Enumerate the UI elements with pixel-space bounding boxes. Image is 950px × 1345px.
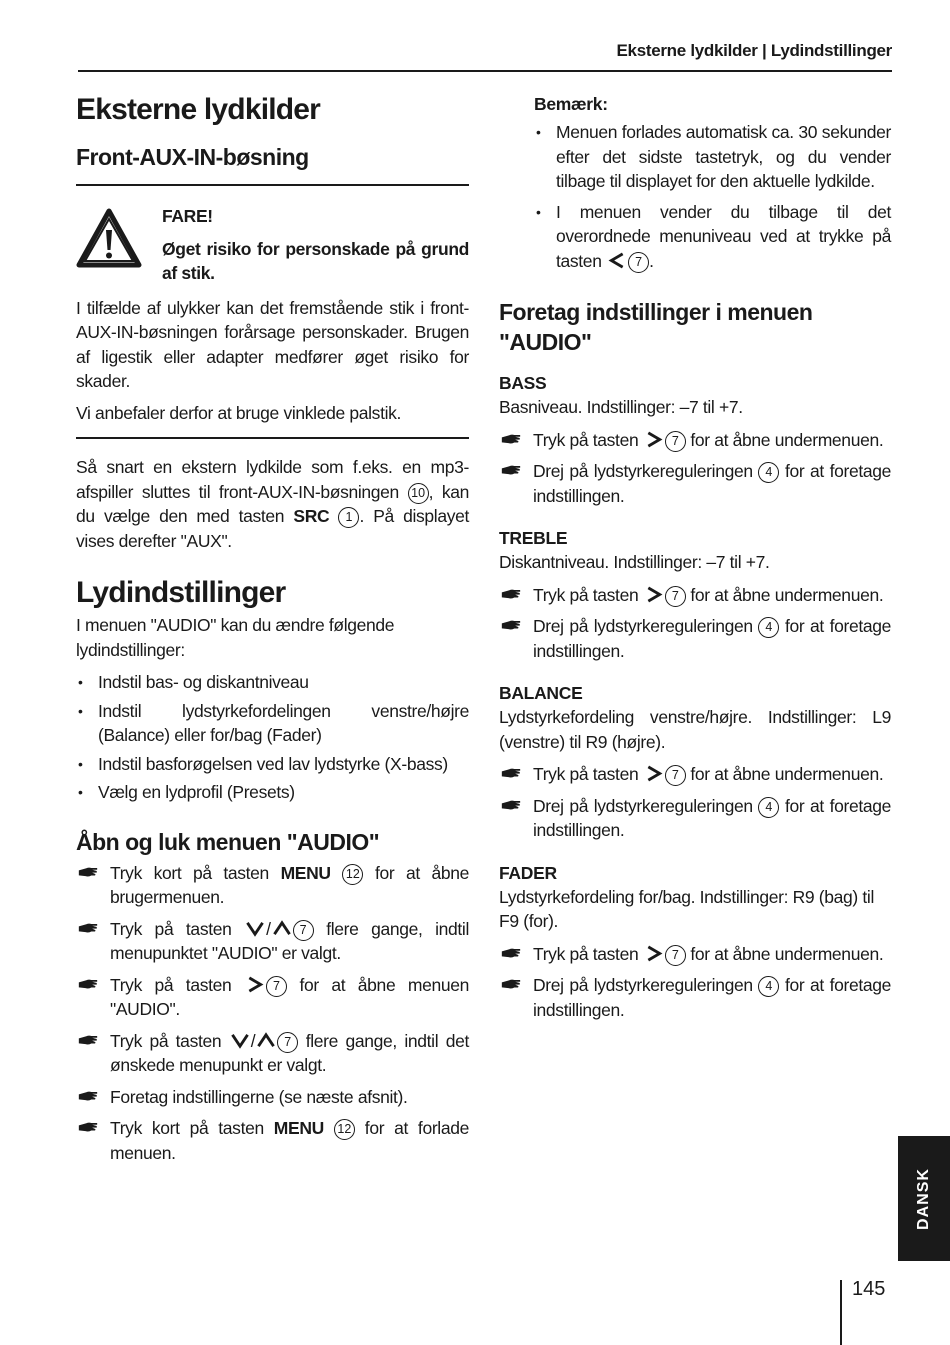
list-item: Tryk på tasten / 7 flere gange, indtil menupunktet "AUDIO" er valgt. <box>76 917 469 966</box>
key-number: 10 <box>408 483 429 504</box>
list-item: Tryk kort på tasten MENU 12 for at forlade menuen. <box>76 1116 469 1165</box>
treble-steps <box>499 583 891 664</box>
key-number: 7 <box>665 586 686 607</box>
list-item: Drej på lydstyrkereguleringen 4 for at foretage indstillingen. <box>499 794 891 843</box>
list-item: Tryk på tasten / 7 flere gange, indtil det ønskede menupunkt er valgt. <box>76 1029 469 1078</box>
chevron-down-icon <box>229 1032 251 1049</box>
heading-external-sources: Eksterne lydkilder <box>76 93 321 126</box>
pointing-hand-icon <box>78 1088 98 1104</box>
section-title-balance: BALANCE <box>499 683 583 703</box>
chevron-down-icon <box>244 920 266 937</box>
sound-options-list <box>76 670 469 805</box>
section-desc-treble: Diskantniveau. Indstillinger: –7 til +7. <box>499 552 770 572</box>
running-header <box>78 38 892 72</box>
list-item: Tryk på tasten 7 for at åbne undermenuen. <box>499 428 891 453</box>
language-tab-label: DANSK <box>915 1167 932 1230</box>
language-tab <box>898 1136 950 1261</box>
key-number: 4 <box>758 976 779 997</box>
bass-steps <box>499 428 891 509</box>
chevron-right-icon <box>643 765 665 782</box>
chevron-right-icon <box>643 431 665 448</box>
note-label: Bemærk: <box>534 94 608 114</box>
left-column <box>76 80 469 1172</box>
fader-steps <box>499 942 891 1023</box>
heading-make-settings: Foretag indstillinger i menuen "AUDIO" <box>499 299 813 355</box>
pointing-hand-icon <box>78 1119 98 1135</box>
list-item: • Menuen forlades automatisk ca. 30 sekunder efter det sidste tastetryk, og du vender tilbage til displayet for den aktuelle lydkilde. <box>534 120 891 194</box>
chevron-right-icon <box>643 945 665 962</box>
warning-text: Øget risiko for personskade på grund af stik. <box>162 238 469 283</box>
chevron-left-icon <box>606 252 628 269</box>
key-number: 7 <box>665 765 686 786</box>
key-number: 7 <box>665 945 686 966</box>
key-number: 4 <box>758 797 779 818</box>
key-number: 7 <box>277 1032 298 1053</box>
note-list <box>534 120 891 273</box>
warning-body-1: I tilfælde af ulykker kan det fremstående stik i front-AUX-IN-bøsningen forårsage personskader. Brugen af ligestik eller adapter medfører øget risiko for skader. <box>76 297 469 391</box>
running-title: Eksterne lydkilder | Lydindstillinger <box>616 41 892 60</box>
pointing-hand-icon <box>501 765 521 781</box>
pointing-hand-icon <box>501 586 521 602</box>
right-column <box>499 80 891 1029</box>
key-number: 7 <box>665 431 686 452</box>
chevron-right-icon <box>643 586 665 603</box>
key-number: 1 <box>338 507 359 528</box>
list-item: Foretag indstillingerne (se næste afsnit). <box>76 1085 469 1110</box>
page-number: 145 <box>852 1278 886 1300</box>
divider-top <box>76 184 469 186</box>
balance-steps <box>499 762 891 843</box>
heading-sound-settings: Lydindstillinger <box>76 576 286 609</box>
section-desc-balance: Lydstyrkefordeling venstre/højre. Indstillinger: L9 (venstre) til R9 (højre). <box>499 707 891 752</box>
pointing-hand-icon <box>78 976 98 992</box>
key-number: 7 <box>293 920 314 941</box>
list-item: Tryk på tasten 7 for at åbne undermenuen. <box>499 762 891 787</box>
chevron-up-icon <box>255 1032 277 1049</box>
warning-label: FARE! <box>162 206 213 226</box>
pointing-hand-icon <box>501 431 521 447</box>
section-desc-fader: Lydstyrkefordeling for/bag. Indstillinger: R9 (bag) til F9 (for). <box>499 886 875 931</box>
list-item: Drej på lydstyrkereguleringen 4 for at foretage indstillingen. <box>499 459 891 508</box>
pointing-hand-icon <box>501 945 521 961</box>
sound-intro: I menuen "AUDIO" kan du ændre følgende lydindstillinger: <box>76 615 395 660</box>
key-number: 4 <box>758 462 779 483</box>
chevron-right-icon <box>244 976 266 993</box>
list-item: • Indstil basforøgelsen ved lav lydstyrke (X-bass) <box>76 752 469 777</box>
pointing-hand-icon <box>78 1032 98 1048</box>
list-item: Tryk på tasten 7 for at åbne undermenuen. <box>499 942 891 967</box>
pointing-hand-icon <box>501 976 521 992</box>
chevron-up-icon <box>271 920 293 937</box>
pointing-hand-icon <box>78 920 98 936</box>
list-item: Drej på lydstyrkereguleringen 4 for at foretage indstillingen. <box>499 614 891 663</box>
list-item: Tryk på tasten 7 for at åbne undermenuen. <box>499 583 891 608</box>
page-number-rule <box>840 1280 842 1345</box>
pointing-hand-icon <box>501 617 521 633</box>
pointing-hand-icon <box>501 462 521 478</box>
warning-body-2: Vi anbefaler derfor at bruge vinklede palstik. <box>76 402 402 423</box>
warning-block <box>76 194 469 294</box>
key-number: 7 <box>628 252 649 273</box>
pointing-hand-icon <box>501 797 521 813</box>
key-number: 12 <box>334 1119 355 1140</box>
src-key-label: SRC <box>293 506 330 526</box>
pointing-hand-icon <box>78 864 98 880</box>
warning-triangle-icon <box>76 208 142 268</box>
section-title-bass: BASS <box>499 373 547 393</box>
aux-paragraph: Så snart en ekstern lydkilde som f.eks. en mp3-afspiller sluttes til front-AUX-IN-bøsningen 10 , kan du vælge den med tasten SRC 1 . På displayet vises derefter "AUX". <box>76 457 470 551</box>
list-item: • Indstil lydstyrkefordelingen venstre/højre (Balance) eller for/bag (Fader) <box>76 699 469 748</box>
list-item: • I menuen vender du tilbage til det overordnede menuniveau ved at trykke på tasten 7 . <box>534 200 891 274</box>
divider-bottom <box>76 437 469 439</box>
heading-open-close-menu: Åbn og luk menuen "AUDIO" <box>76 828 380 855</box>
section-title-treble: TREBLE <box>499 528 568 548</box>
key-number: 12 <box>342 864 363 885</box>
menu-steps-list <box>76 861 469 1166</box>
section-title-fader: FADER <box>499 862 557 883</box>
heading-front-aux: Front-AUX-IN-bøsning <box>76 144 309 170</box>
key-number: 7 <box>266 976 287 997</box>
list-item: Drej på lydstyrkereguleringen 4 for at foretage indstillingen. <box>499 973 891 1022</box>
section-desc-bass: Basniveau. Indstillinger: –7 til +7. <box>499 397 743 417</box>
list-item: Tryk på tasten 7 for at åbne menuen "AUDIO". <box>76 973 469 1022</box>
list-item: • Vælg en lydprofil (Presets) <box>76 780 469 805</box>
key-number: 4 <box>758 617 779 638</box>
list-item: • Indstil bas- og diskantniveau <box>76 670 469 695</box>
list-item: Tryk kort på tasten MENU 12 for at åbne brugermenuen. <box>76 861 469 910</box>
